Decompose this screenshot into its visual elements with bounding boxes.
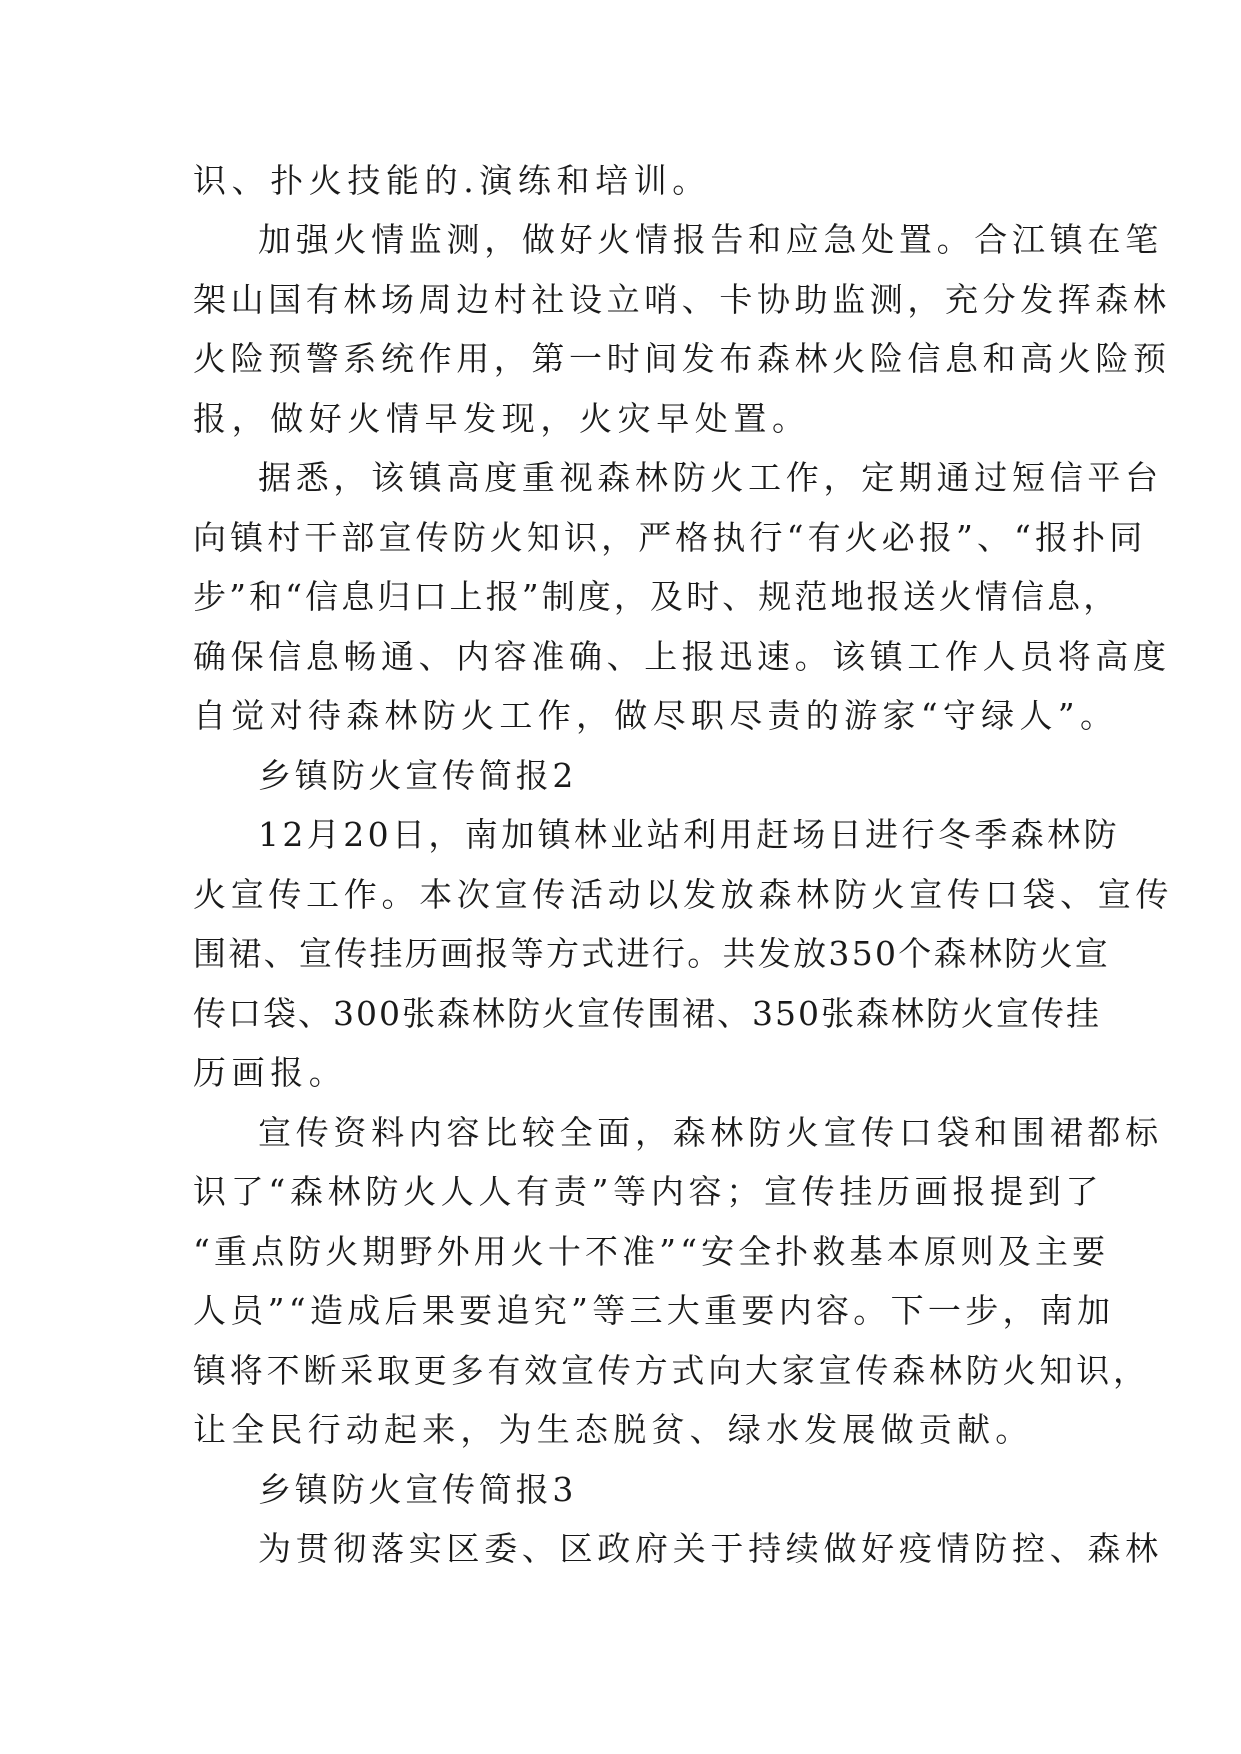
text-line: 12月20日，南加镇林业站利用赶场日进行冬季森林防 [258,815,1120,854]
text-line: 围裙、宣传挂历画报等方式进行。共发放350个森林防火宣 [193,934,1111,973]
text-line: 步”和“信息归口上报”制度，及时、规范地报送火情信息， [193,577,1120,616]
text-line: 历画报。 [193,1053,348,1092]
text-line: 宣传资料内容比较全面，森林防火宣传口袋和围裙都标 [258,1113,1163,1152]
section-heading: 乡镇防火宣传简报2 [258,756,578,795]
text-line: 确保信息畅通、内容准确、上报迅速。该镇工作人员将高度 [193,637,1171,676]
text-line: 让全民行动起来，为生态脱贫、绿水发展做贡献。 [193,1410,1034,1449]
text-line: 向镇村干部宣传防火知识，严格执行“有火必报”、“报扑同 [193,518,1147,557]
text-line: 识、扑火技能的.演练和培训。 [193,161,711,200]
text-line: 识了“森林防火人人有责”等内容；宣传挂历画报提到了 [193,1172,1104,1211]
text-line: 火险预警系统作用，第一时间发布森林火险信息和高火险预 [193,339,1171,378]
text-line: 报，做好火情早发现，火灾早处置。 [193,399,811,438]
text-line: 传口袋、300张森林防火宣传围裙、350张森林防火宣传挂 [193,994,1101,1033]
text-line: 人员”“造成后果要追究”等三大重要内容。下一步，南加 [193,1291,1115,1330]
text-line: 架山国有林场周边村社设立哨、卡协助监测，充分发挥森林 [193,280,1171,319]
text-line: 据悉，该镇高度重视森林防火工作，定期通过短信平台 [258,458,1163,497]
text-line: 镇将不断采取更多有效宣传方式向大家宣传森林防火知识， [193,1351,1150,1390]
text-line: 火宣传工作。本次宣传活动以发放森林防火宣传口袋、宣传 [193,875,1174,914]
text-line: 加强火情监测，做好火情报告和应急处置。合江镇在笔 [258,220,1163,259]
text-line: 自觉对待森林防火工作，做尽职尽责的游家“守绿人”。 [193,696,1119,735]
text-line: 为贯彻落实区委、区政府关于持续做好疫情防控、森林 [258,1529,1163,1568]
section-heading: 乡镇防火宣传简报3 [258,1470,578,1509]
text-line: “重点防火期野外用火十不准”“安全扑救基本原则及主要 [193,1232,1110,1271]
